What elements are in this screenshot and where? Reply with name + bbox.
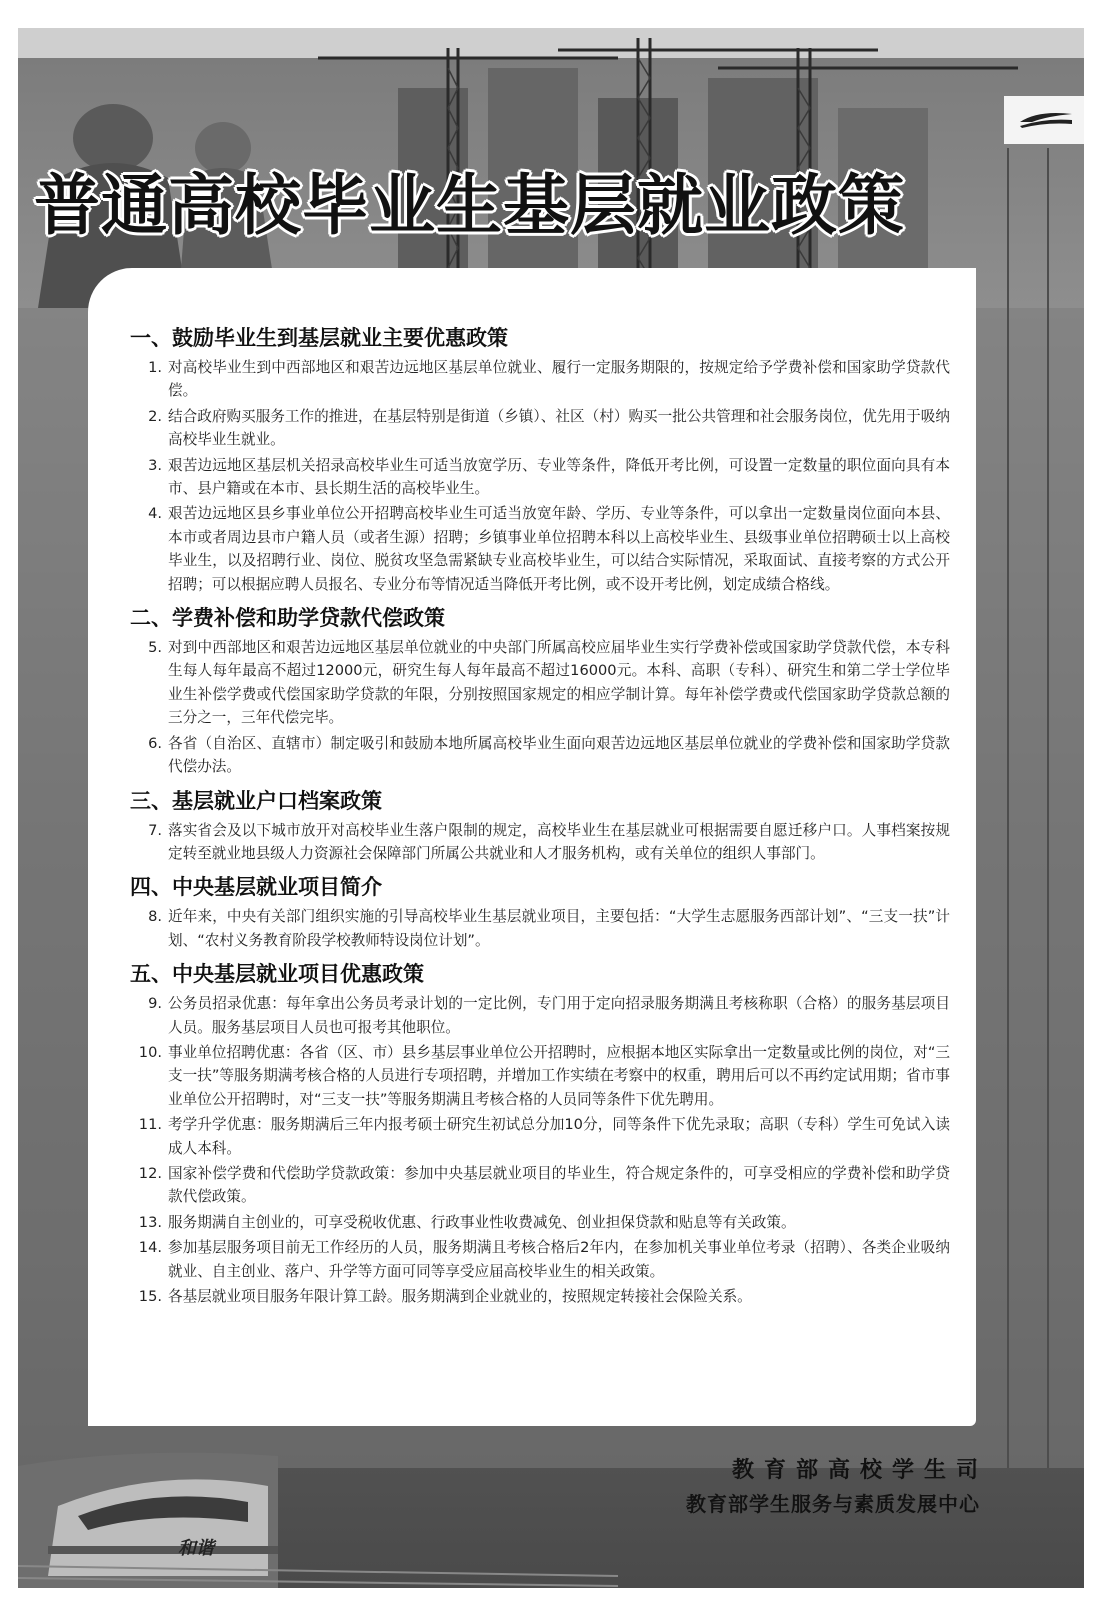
item-text: 服务期满自主创业的，可享受税收优惠、行政事业性收费减免、创业担保贷款和贴息等有关政策。 <box>168 1213 796 1231</box>
section-heading: 一、鼓励毕业生到基层就业主要优惠政策 <box>130 326 508 350</box>
policy-item <box>130 1211 950 1234</box>
item-text: 对到中西部地区和艰苦边远地区基层单位就业的中央部门所属高校应届毕业生实行学费补偿或国家助学贷款代偿，本专科生每人每年最高不超过12000元，研究生每人每年最高不超过16000元。本科、高职（专科）、研究生和第二学士学位毕业生补偿学费或代偿国家助学贷款的年限，分别按照国家规定的相应学制计算。每年补偿学费或代偿国家助学贷款总额的三分之一，三年代偿完毕。 <box>168 639 950 727</box>
item-number: 3. <box>148 456 162 474</box>
policy-item <box>130 636 950 730</box>
policy-item <box>130 992 950 1039</box>
item-text: 各基层就业项目服务年限计算工龄。服务期满到企业就业的，按照规定转接社会保险关系。 <box>168 1288 752 1305</box>
item-text: 考学升学优惠：服务期满后三年内报考硕士研究生初试总分加10分，同等条件下优先录取；高职（专科）学生可免试入读成人本科。 <box>168 1116 950 1157</box>
policy-item <box>130 1162 950 1209</box>
issuer-name-2: 教育部学生服务与素质发展中心 <box>686 1492 980 1516</box>
section-heading: 二、学费补偿和助学贷款代偿政策 <box>130 606 445 631</box>
section-3 <box>130 785 950 866</box>
ministry-logo-strip <box>1004 96 1084 144</box>
policy-item <box>130 1113 950 1160</box>
item-number: 4. <box>148 505 162 523</box>
section-heading: 五、中央基层就业项目优惠政策 <box>130 962 424 987</box>
section-heading: 四、中央基层就业项目简介 <box>130 875 382 900</box>
item-number: 14. <box>138 1239 162 1257</box>
item-number: 10. <box>138 1043 162 1061</box>
policy-item <box>130 1236 950 1283</box>
section-2 <box>130 602 950 778</box>
section-heading: 三、基层就业户口档案政策 <box>130 788 382 813</box>
train-logo-text: 和谐 <box>178 1538 214 1559</box>
policy-item <box>130 1285 950 1308</box>
policy-item <box>130 1041 950 1111</box>
policy-item <box>130 454 950 501</box>
item-text: 各省（自治区、直辖市）制定吸引和鼓励本地所属高校毕业生面向艰苦边远地区基层单位就业的学费补偿和国家助学贷款代偿办法。 <box>168 734 950 776</box>
section-1 <box>130 322 950 596</box>
policy-item <box>130 905 950 952</box>
item-text: 参加基层服务项目前无工作经历的人员，服务期满且考核合格后2年内，在参加机关事业单位考录（招聘）、各类企业吸纳就业、自主创业、落户、升学等方面可同等享受应届高校毕业生的相关政策。 <box>168 1239 950 1280</box>
policy-item <box>130 502 950 596</box>
item-number: 6. <box>148 734 162 752</box>
item-text: 结合政府购买服务工作的推进，在基层特别是街道（乡镇）、社区（村）购买一批公共管理和社会服务岗位，优先用于吸纳高校毕业生就业。 <box>168 407 950 449</box>
policy-item <box>130 405 950 452</box>
item-number: 11. <box>138 1116 162 1134</box>
item-text: 艰苦边远地区县乡事业单位公开招聘高校毕业生可适当放宽年龄、学历、专业等条件，可以拿出一定数量岗位面向本县、本市或者周边县市户籍人员（或者生源）招聘；乡镇事业单位招聘本科以上高校毕业生、县级事业单位招聘硕士以上高校毕业生，以及招聘行业、岗位、脱贫攻坚急需紧缺专业高校毕业生，可以结合实际情况，采取面试、直接考察的方式公开招聘；可以根据应聘人员报名、专业分布等情况适当降低开考比例，或不设开考比例，划定成绩合格线。 <box>168 505 950 593</box>
item-text: 落实省会及以下城市放开对高校毕业生落户限制的规定，高校毕业生在基层就业可根据需要自愿迁移户口。人事档案按规定转至就业地县级人力资源社会保障部门所属公共就业和人才服务机构，或有关单位的组织人事部门。 <box>168 821 950 862</box>
item-text: 公务员招录优惠：每年拿出公务员考录计划的一定比例，专门用于定向招录服务期满且考核称职（合格）的服务基层项目人员。服务基层项目人员也可报考其他职位。 <box>168 995 950 1036</box>
issuer-name-1: 教育部高校学生司 <box>731 1458 988 1483</box>
policy-content <box>130 322 950 1314</box>
issuer-block <box>620 1454 988 1520</box>
item-number: 12. <box>138 1164 162 1182</box>
page-title: 普通高校毕业生基层就业政策 <box>34 167 905 244</box>
item-text: 事业单位招聘优惠：各省（区、市）县乡基层事业单位公开招聘时，应根据本地区实际拿出一定数量或比例的岗位，对“三支一扶”等服务期满考核合格的人员进行专项招聘，并增加工作实绩在考察中的权重，聘用后可以不再约定试用期；省市事业单位公开招聘时，对“三支一扶”等服务期满且考核合格的人员同等条件下优先聘用。 <box>168 1043 950 1108</box>
policy-item <box>130 819 950 866</box>
item-number: 15. <box>138 1288 162 1305</box>
policy-item <box>130 356 950 403</box>
item-text: 国家补偿学费和代偿助学贷款政策：参加中央基层就业项目的毕业生，符合规定条件的，可享受相应的学费补偿和助学贷款代偿政策。 <box>168 1164 950 1206</box>
item-number: 13. <box>138 1213 162 1231</box>
item-number: 8. <box>148 908 162 926</box>
swoosh-logo-icon <box>1018 108 1074 132</box>
item-number: 7. <box>148 821 162 839</box>
item-text: 近年来，中央有关部门组织实施的引导高校毕业生基层就业项目，主要包括：“大学生志愿服务西部计划”、“三支一扶”计划、“农村义务教育阶段学校教师特设岗位计划”。 <box>168 908 950 949</box>
section-4 <box>130 871 950 952</box>
item-number: 2. <box>148 407 162 425</box>
item-number: 5. <box>148 639 162 657</box>
item-text: 艰苦边远地区基层机关招录高校毕业生可适当放宽学历、专业等条件，降低开考比例，可设置一定数量的职位面向具有本市、县户籍或在本市、县长期生活的高校毕业生。 <box>168 456 950 498</box>
policy-item <box>130 732 950 779</box>
section-5 <box>130 958 950 1308</box>
item-number: 9. <box>148 995 162 1013</box>
item-number: 1. <box>148 359 162 376</box>
item-text: 对高校毕业生到中西部地区和艰苦边远地区基层单位就业、履行一定服务期限的，按规定给予学费补偿和国家助学贷款代偿。 <box>168 359 950 400</box>
